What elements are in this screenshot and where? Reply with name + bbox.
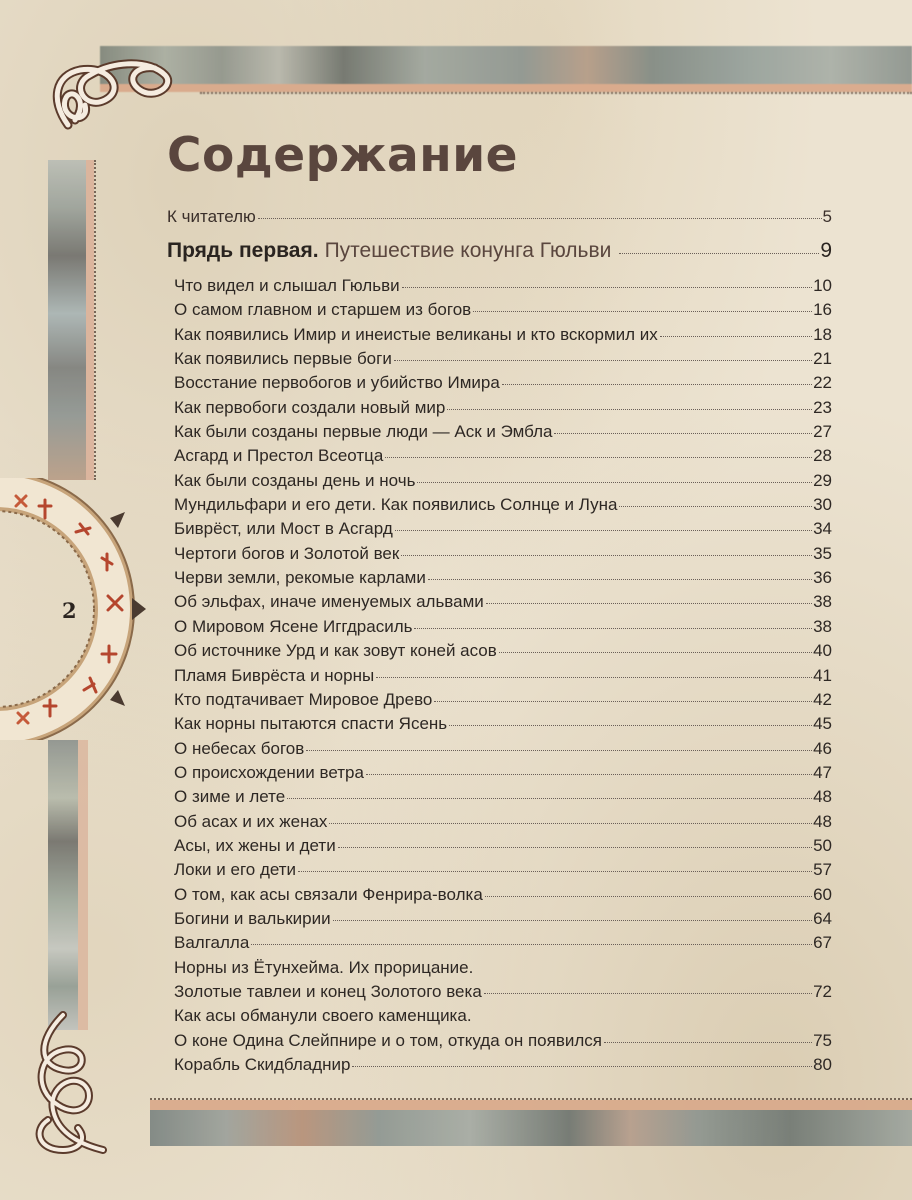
watercolor-border-left-upper (48, 160, 94, 480)
watercolor-border-left-lower (48, 740, 88, 1030)
toc-entry-page: 38 (813, 592, 832, 612)
toc-entry[interactable] (174, 274, 832, 298)
toc-entry-page: 67 (813, 933, 832, 953)
toc-entry-page: 46 (813, 738, 832, 758)
dot-leader (502, 384, 812, 385)
toc-entry[interactable] (174, 1053, 832, 1077)
toc-entry-label: Биврёст, или Мост в Асгард (174, 519, 393, 539)
dot-leader (484, 993, 812, 994)
dot-leader (485, 896, 812, 897)
dot-leader (401, 555, 812, 556)
toc-entry-label: Как были созданы первые люди — Аск и Эмбла (174, 422, 553, 442)
toc-entry-page: 60 (813, 884, 832, 904)
toc-entry-label: Корабль Скидбладнир (174, 1055, 351, 1074)
dot-leader (402, 287, 812, 288)
dot-leader (352, 1066, 812, 1067)
toc-entry[interactable] (174, 590, 832, 614)
toc-entry-page: 36 (813, 568, 832, 588)
toc-entry-label: Как появились Имир и инеистые великаны и кто вскормил их (174, 324, 658, 344)
toc-entry[interactable] (174, 1004, 832, 1028)
dot-leader (394, 360, 812, 361)
dot-leader (385, 457, 812, 458)
dot-leader (417, 482, 812, 483)
toc-entry-page: 48 (813, 787, 832, 807)
toc-entry[interactable] (174, 444, 832, 468)
toc-entry[interactable] (174, 712, 832, 736)
toc-entry-page: 9 (820, 239, 832, 262)
toc-entry-page: 27 (813, 422, 832, 442)
toc-entry-page: 75 (813, 1030, 832, 1050)
toc-entry-page: 21 (813, 349, 832, 369)
toc-entry-label: Чертоги богов и Золотой век (174, 543, 400, 563)
celtic-knot-icon (18, 1010, 108, 1160)
toc-entry[interactable] (174, 931, 832, 955)
toc-entry-label: Кто подтачивает Мировое Древо (174, 689, 433, 709)
page-title: Содержание (167, 128, 519, 183)
dot-leader (434, 701, 812, 702)
toc-entry[interactable] (174, 639, 832, 663)
toc-entry[interactable] (174, 469, 832, 493)
toc-entry[interactable] (174, 785, 832, 809)
toc-entry[interactable] (174, 298, 832, 322)
toc-entry[interactable] (174, 907, 832, 931)
toc-entry-label: Черви земли, рекомые карлами (174, 568, 426, 588)
toc-entry-page: 30 (813, 495, 832, 515)
toc-entry[interactable] (174, 737, 832, 761)
page-number: 2 (62, 598, 77, 623)
toc-entry-page: 23 (813, 397, 832, 417)
toc-entry-page: 41 (813, 665, 832, 685)
watercolor-border-top (100, 46, 912, 92)
toc-entry-label: О коне Одина Слейпнире и о том, откуда он появился (174, 1030, 602, 1050)
dot-leader (395, 530, 812, 531)
toc-entry-page: 80 (813, 1055, 832, 1074)
toc-entry-page: 45 (813, 714, 832, 734)
toc-entry-page: 10 (813, 276, 832, 295)
toc-entry-label: Золотые тавлеи и конец Золотого века (174, 981, 482, 1001)
dot-leader (449, 725, 812, 726)
dot-leader (258, 218, 822, 219)
dot-leader (619, 506, 812, 507)
toc-entry-page: 5 (822, 207, 832, 226)
toc-entry-label: Как асы обманули своего каменщика. (174, 1006, 472, 1026)
toc-entry[interactable] (174, 664, 832, 688)
dot-leader (333, 920, 812, 921)
toc-entry-label: Как первобоги создали новый мир (174, 397, 446, 417)
toc-entry[interactable] (174, 834, 832, 858)
toc-entry-label: О том, как асы связали Фенрира-волка (174, 884, 483, 904)
toc-entry-label: Валгалла (174, 933, 250, 953)
toc-entry[interactable] (174, 1029, 832, 1053)
dot-leader (366, 774, 812, 775)
toc-entry-label: Об источнике Урд и как зовут коней асов (174, 641, 497, 661)
toc-entry[interactable] (174, 810, 832, 834)
dot-leader (329, 823, 812, 824)
watercolor-border-bottom (150, 1100, 912, 1146)
toc-entry[interactable] (174, 396, 832, 420)
toc-entry-label: Об асах и их женах (174, 811, 328, 831)
toc-entry-label: Как были созданы день и ночь (174, 470, 416, 490)
dot-leader (473, 311, 812, 312)
dot-leader (298, 871, 812, 872)
dot-leader (499, 652, 812, 653)
part-heading-label (167, 231, 611, 271)
toc-entry[interactable] (174, 517, 832, 541)
toc-entry-page: 22 (813, 373, 832, 393)
toc-entry[interactable] (174, 493, 832, 517)
part-title: Путешествие конунга Гюльви (324, 239, 612, 262)
toc-entry-page: 57 (813, 860, 832, 880)
toc-entry-page: 34 (813, 519, 832, 539)
toc-entry-page: 47 (813, 762, 832, 782)
toc-entry-label: О зиме и лете (174, 787, 286, 807)
toc-entry-page: 18 (813, 324, 832, 344)
dot-leader (660, 336, 812, 337)
table-of-contents (167, 128, 832, 1077)
toc-entry[interactable] (174, 615, 832, 639)
toc-entry-label: Асы, их жены и дети (174, 835, 336, 855)
celtic-knot-icon (30, 30, 180, 130)
toc-entry[interactable] (174, 761, 832, 785)
toc-entry-page: 16 (813, 300, 832, 320)
toc-entry-page: 48 (813, 811, 832, 831)
toc-entry[interactable] (174, 323, 832, 347)
dot-leader (376, 677, 812, 678)
toc-entry-label: Асгард и Престол Всеотца (174, 446, 384, 466)
toc-entry-label: Богини и валькирии (174, 908, 331, 928)
toc-entry[interactable] (174, 980, 832, 1004)
dot-leader (251, 944, 812, 945)
toc-entry[interactable] (174, 956, 832, 980)
toc-part-heading[interactable] (167, 231, 832, 271)
toc-entry-page: 35 (813, 543, 832, 563)
toc-entry[interactable] (174, 688, 832, 712)
dot-leader (287, 798, 812, 799)
dot-leader (306, 750, 812, 751)
toc-entry[interactable] (174, 420, 832, 444)
part-number: Прядь первая. (167, 239, 319, 262)
dot-leader (619, 253, 819, 254)
toc-entry-page: 42 (813, 689, 832, 709)
dot-leader (604, 1042, 812, 1043)
toc-entry-label: Об эльфах, иначе именуемых альвами (174, 592, 484, 612)
toc-entry-page: 38 (813, 616, 832, 636)
toc-entry-label: Восстание первобогов и убийство Имира (174, 373, 500, 393)
toc-entry-label: Что видел и слышал Гюльви (174, 276, 400, 295)
toc-entry-label: К читателю (167, 207, 256, 226)
dot-leader (486, 603, 812, 604)
toc-entry-label: О небесах богов (174, 738, 305, 758)
toc-entry-page: 50 (813, 835, 832, 855)
toc-entry[interactable] (174, 542, 832, 566)
toc-entry[interactable] (174, 566, 832, 590)
toc-entry-label: Как появились первые боги (174, 349, 392, 369)
toc-entry[interactable] (174, 883, 832, 907)
dot-leader (428, 579, 812, 580)
toc-entry-label: О Мировом Ясене Иггдрасиль (174, 616, 413, 636)
dot-leader (338, 847, 812, 848)
toc-entry-page: 29 (813, 470, 832, 490)
toc-entry-page: 72 (813, 981, 832, 1001)
toc-entry[interactable] (174, 858, 832, 882)
dot-leader (447, 409, 812, 410)
toc-entry-label: О происхождении ветра (174, 762, 364, 782)
toc-entry-page: 28 (813, 446, 832, 466)
dot-leader (554, 433, 812, 434)
dot-leader (414, 628, 812, 629)
toc-entry[interactable] (174, 371, 832, 395)
toc-entry-label: Норны из Ётунхейма. Их прорицание. (174, 957, 474, 977)
chapter-list (167, 274, 832, 1077)
toc-entry-label: Как норны пытаются спасти Ясень (174, 714, 448, 734)
toc-entry-label: Пламя Биврёста и норны (174, 665, 375, 685)
toc-entry-label: Локи и его дети (174, 860, 297, 880)
toc-entry-page: 64 (813, 908, 832, 928)
toc-entry-label: Мундильфари и его дети. Как появились Солнце и Луна (174, 495, 618, 515)
toc-entry-intro[interactable] (167, 202, 832, 231)
toc-entry[interactable] (174, 347, 832, 371)
toc-entry-page: 40 (813, 641, 832, 661)
toc-entry-label: О самом главном и старшем из богов (174, 300, 472, 320)
